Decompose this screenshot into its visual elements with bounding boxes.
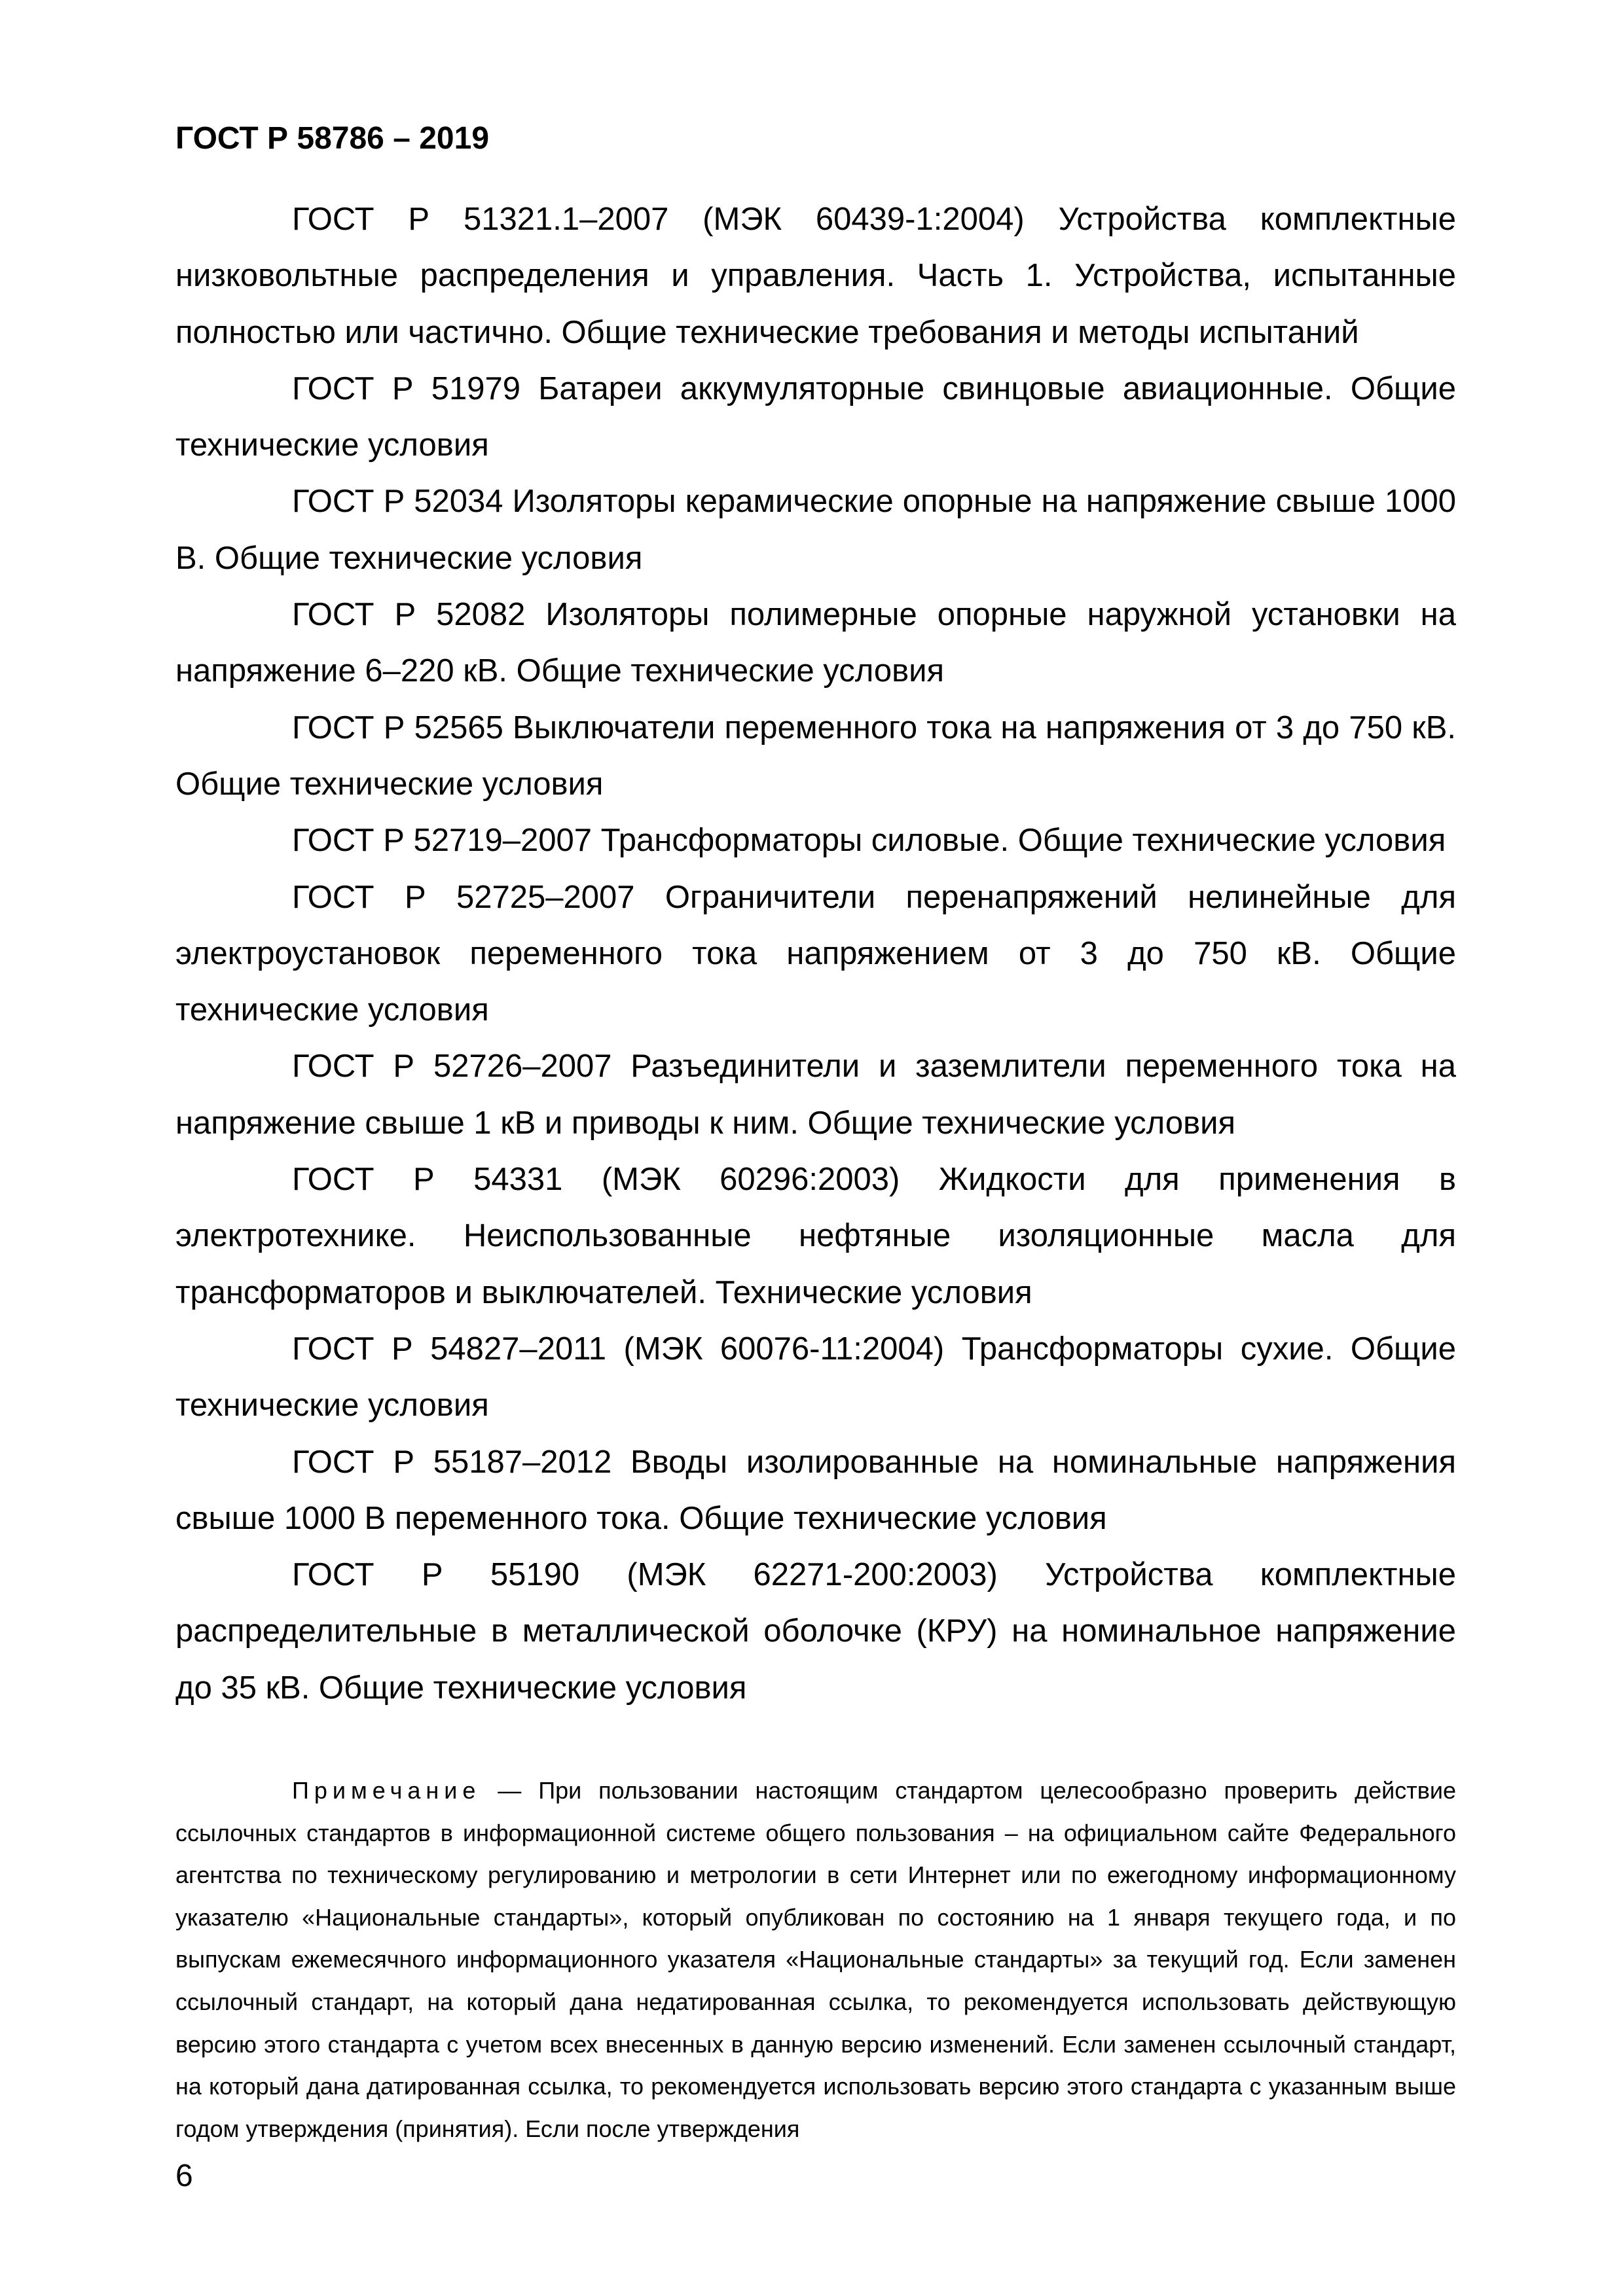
standard-designation: ГОСТ Р 58786 – 2019 bbox=[175, 121, 490, 156]
reference-item: ГОСТ Р 52726–2007 Разъединители и заземлители переменного тока на напряжение свыше 1 кВ и приводы к ним. Общие технические условия bbox=[175, 1049, 1456, 1141]
reference-item: ГОСТ Р 52719–2007 Трансформаторы силовые. Общие технические условия bbox=[292, 823, 1446, 859]
reference-item: ГОСТ Р 55190 (МЭК 62271-200:2003) Устройства комплектные распределительные в металлической оболочке (КРУ) на номинальное напряжение до 35 кВ. Общие технические условия bbox=[175, 1557, 1456, 1706]
note-block bbox=[175, 1770, 1456, 2150]
reference-item: ГОСТ Р 51321.1–2007 (МЭК 60439-1:2004) Устройства комплектные низковольтные распределения и управления. Часть 1. Устройства, испытанные полностью или частично. Общие технические требования и методы испытаний bbox=[175, 202, 1456, 350]
reference-item: ГОСТ Р 52082 Изоляторы полимерные опорные наружной установки на напряжение 6–220 кВ. Общие технические условия bbox=[175, 597, 1456, 689]
reference-item: ГОСТ Р 52034 Изоляторы керамические опорные на напряжение свыше 1000 В. Общие технические условия bbox=[175, 484, 1456, 576]
note-text: — При пользовании настоящим стандартом целесообразно проверить действие ссылочных стандартов в информационной системе общего пользования – на официальном сайте Федерального агентства по техническому регулированию и метрологии в сети Интернет или по ежегодному информационному указателю «Национальные стандарты», который опубликован по состоянию на 1 января текущего года, и по выпускам ежемесячного информационного указателя «Национальные стандарты» за текущий год. Если заменен ссылочный стандарт, на который дана недатированная ссылка, то рекомендуется использовать действующую версию этого стандарта с учетом всех внесенных в данную версию изменений. Если заменен ссылочный стандарт, на который дана датированная ссылка, то рекомендуется использовать версию этого стандарта с указанным выше годом утверждения (принятия). Если после утверждения bbox=[175, 1777, 1456, 2142]
note-label: Примечание bbox=[292, 1777, 481, 1804]
reference-item: ГОСТ Р 54827–2011 (МЭК 60076-11:2004) Трансформаторы сухие. Общие технические условия bbox=[175, 1331, 1456, 1424]
reference-item: ГОСТ Р 51979 Батареи аккумуляторные свинцовые авиационные. Общие технические условия bbox=[175, 370, 1456, 463]
page-number: 6 bbox=[175, 2159, 193, 2193]
normative-references-list bbox=[175, 191, 1456, 1716]
reference-item: ГОСТ Р 52565 Выключатели переменного тока на напряжения от 3 до 750 кВ. Общие технические условия bbox=[175, 709, 1456, 802]
reference-item: ГОСТ Р 54331 (МЭК 60296:2003) Жидкости для применения в электротехнике. Неиспользованные нефтяные изоляционные масла для трансформаторов и выключателей. Технические условия bbox=[175, 1162, 1456, 1310]
reference-item: ГОСТ Р 52725–2007 Ограничители перенапряжений нелинейные для электроустановок переменного тока напряжением от 3 до 750 кВ. Общие технические условия bbox=[175, 879, 1456, 1028]
reference-item: ГОСТ Р 55187–2012 Вводы изолированные на номинальные напряжения свыше 1000 В переменного тока. Общие технические условия bbox=[175, 1444, 1456, 1536]
